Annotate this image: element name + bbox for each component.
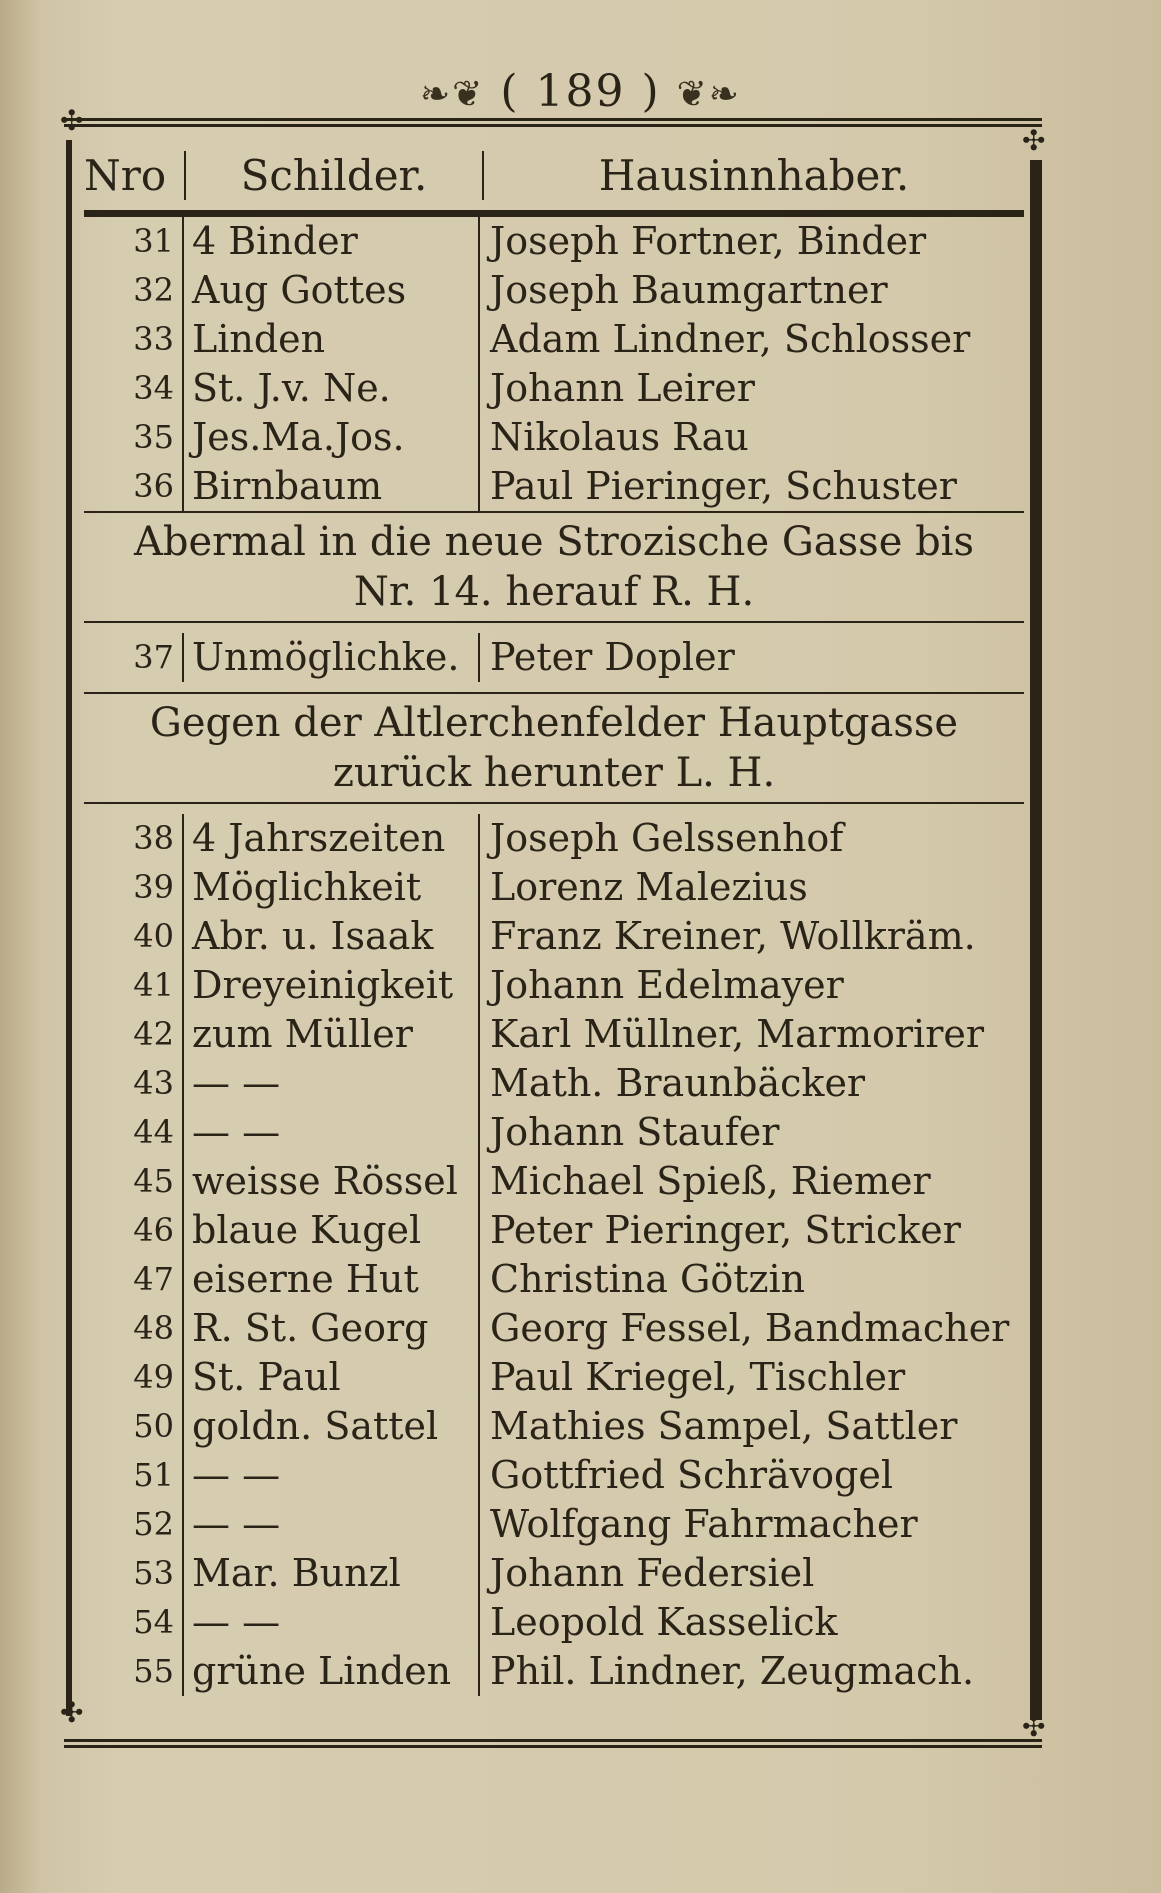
section-note-1 bbox=[84, 511, 1024, 623]
house-number: 50 bbox=[84, 1402, 184, 1451]
house-owner: Franz Kreiner, Wollkräm. bbox=[490, 914, 976, 958]
house-sign: — — bbox=[184, 1059, 480, 1108]
corner-ornament-icon: ✣ bbox=[60, 1696, 84, 1729]
house-owner: Paul Pieringer, Schuster bbox=[490, 464, 957, 508]
house-number: 45 bbox=[84, 1157, 184, 1206]
header-hausinnhaber: Hausinnhaber. bbox=[482, 151, 1024, 200]
table-row bbox=[84, 1304, 1024, 1353]
house-sign: — — bbox=[184, 1500, 480, 1549]
table-header bbox=[84, 140, 1024, 217]
house-owner: Joseph Baumgartner bbox=[490, 268, 888, 312]
house-sign: 4 Binder bbox=[184, 217, 480, 266]
house-sign: Linden bbox=[184, 315, 480, 364]
house-sign: — — bbox=[184, 1451, 480, 1500]
house-number: 33 bbox=[84, 315, 184, 364]
table-row bbox=[84, 1010, 1024, 1059]
house-sign: goldn. Sattel bbox=[184, 1402, 480, 1451]
table-block-1 bbox=[84, 217, 1024, 511]
table-row bbox=[84, 1402, 1024, 1451]
house-number: 52 bbox=[84, 1500, 184, 1549]
house-number: 41 bbox=[84, 961, 184, 1010]
section-note-line: zurück herunter L. H. bbox=[332, 750, 776, 796]
table-row bbox=[84, 633, 1024, 682]
house-owner: Gottfried Schrävogel bbox=[490, 1453, 893, 1497]
table-row bbox=[84, 462, 1024, 511]
house-number: 35 bbox=[84, 413, 184, 462]
house-number: 48 bbox=[84, 1304, 184, 1353]
house-number: 32 bbox=[84, 266, 184, 315]
table-row bbox=[84, 315, 1024, 364]
house-sign: Dreyeinigkeit bbox=[184, 961, 480, 1010]
house-number: 38 bbox=[84, 814, 184, 863]
house-owner: Johann Staufer bbox=[490, 1110, 780, 1154]
table-block-2 bbox=[84, 633, 1024, 682]
house-number: 46 bbox=[84, 1206, 184, 1255]
house-owner: Paul Kriegel, Tischler bbox=[490, 1355, 906, 1399]
house-sign: R. St. Georg bbox=[184, 1304, 480, 1353]
section-note-2 bbox=[84, 692, 1024, 804]
house-sign: Unmöglichke. bbox=[184, 633, 480, 682]
ornament-left-icon: ❧❦ bbox=[420, 74, 485, 115]
house-owner: Joseph Fortner, Binder bbox=[490, 219, 927, 263]
house-owner: Karl Müllner, Marmorirer bbox=[490, 1012, 985, 1056]
frame-right-rule bbox=[1030, 160, 1042, 1720]
table-row bbox=[84, 814, 1024, 863]
frame-left-rule bbox=[66, 140, 72, 1716]
house-owner: Michael Spieß, Riemer bbox=[490, 1159, 931, 1203]
table-row bbox=[84, 217, 1024, 266]
house-number: 47 bbox=[84, 1255, 184, 1304]
house-owner: Phil. Lindner, Zeugmach. bbox=[490, 1649, 975, 1693]
table-row bbox=[84, 1598, 1024, 1647]
house-owner: Math. Braunbäcker bbox=[490, 1061, 866, 1105]
house-number: 55 bbox=[84, 1647, 184, 1696]
house-owner: Wolfgang Fahrmacher bbox=[490, 1502, 918, 1546]
table-row bbox=[84, 1549, 1024, 1598]
house-number: 43 bbox=[84, 1059, 184, 1108]
house-owner: Johann Leirer bbox=[490, 366, 755, 410]
table-row bbox=[84, 1206, 1024, 1255]
table-row bbox=[84, 1353, 1024, 1402]
table-row bbox=[84, 413, 1024, 462]
house-number: 54 bbox=[84, 1598, 184, 1647]
house-sign: Jes.Ma.Jos. bbox=[184, 413, 480, 462]
register-table bbox=[84, 140, 1024, 1696]
house-owner: Peter Dopler bbox=[490, 635, 735, 679]
table-row bbox=[84, 912, 1024, 961]
house-sign: eiserne Hut bbox=[184, 1255, 480, 1304]
house-owner: Mathies Sampel, Sattler bbox=[490, 1404, 958, 1448]
table-row bbox=[84, 1451, 1024, 1500]
house-sign: Mar. Bunzl bbox=[184, 1549, 480, 1598]
house-sign: weisse Rössel bbox=[184, 1157, 480, 1206]
page-number-line bbox=[0, 66, 1161, 117]
house-sign: — — bbox=[184, 1598, 480, 1647]
house-number: 51 bbox=[84, 1451, 184, 1500]
house-owner: Leopold Kasselick bbox=[490, 1600, 838, 1644]
house-owner: Joseph Gelssenhof bbox=[490, 816, 844, 860]
house-number: 31 bbox=[84, 217, 184, 266]
house-owner: Johann Edelmayer bbox=[490, 963, 844, 1007]
house-owner: Nikolaus Rau bbox=[490, 415, 749, 459]
section-note-line: Abermal in die neue Strozische Gasse bis bbox=[134, 519, 974, 565]
house-sign: Abr. u. Isaak bbox=[184, 912, 480, 961]
corner-ornament-icon: ✣ bbox=[1022, 1710, 1046, 1743]
house-number: 49 bbox=[84, 1353, 184, 1402]
table-row bbox=[84, 1108, 1024, 1157]
corner-ornament-icon: ✣ bbox=[60, 104, 84, 137]
house-number: 39 bbox=[84, 863, 184, 912]
house-number: 40 bbox=[84, 912, 184, 961]
house-sign: Birnbaum bbox=[184, 462, 480, 511]
house-owner: Christina Götzin bbox=[490, 1257, 806, 1301]
table-row bbox=[84, 1157, 1024, 1206]
table-row bbox=[84, 266, 1024, 315]
page-number: ( 189 ) bbox=[500, 66, 661, 117]
table-row bbox=[84, 1647, 1024, 1696]
table-row bbox=[84, 364, 1024, 413]
house-sign: Möglichkeit bbox=[184, 863, 480, 912]
house-sign: blaue Kugel bbox=[184, 1206, 480, 1255]
corner-ornament-icon: ✣ bbox=[1022, 124, 1046, 157]
table-block-3 bbox=[84, 814, 1024, 1696]
header-nro: Nro bbox=[84, 150, 167, 200]
table-row bbox=[84, 863, 1024, 912]
house-owner: Johann Federsiel bbox=[490, 1551, 815, 1595]
table-row bbox=[84, 1500, 1024, 1549]
table-row bbox=[84, 1059, 1024, 1108]
house-owner: Peter Pieringer, Stricker bbox=[490, 1208, 961, 1252]
house-sign: — — bbox=[184, 1108, 480, 1157]
house-owner: Adam Lindner, Schlosser bbox=[490, 317, 971, 361]
house-sign: 4 Jahrszeiten bbox=[184, 814, 480, 863]
house-sign: grüne Linden bbox=[184, 1647, 480, 1696]
ornament-right-icon: ❦❧ bbox=[676, 74, 741, 115]
house-number: 34 bbox=[84, 364, 184, 413]
table-row bbox=[84, 1255, 1024, 1304]
house-number: 44 bbox=[84, 1108, 184, 1157]
house-sign: St. J.v. Ne. bbox=[184, 364, 480, 413]
house-owner: Lorenz Malezius bbox=[490, 865, 808, 909]
header-schilder: Schilder. bbox=[184, 151, 482, 200]
house-sign: zum Müller bbox=[184, 1010, 480, 1059]
section-note-line: Gegen der Altlerchenfelder Hauptgasse bbox=[149, 700, 959, 746]
house-number: 42 bbox=[84, 1010, 184, 1059]
house-number: 53 bbox=[84, 1549, 184, 1598]
house-sign: St. Paul bbox=[184, 1353, 480, 1402]
house-number: 37 bbox=[84, 633, 184, 682]
section-note-line: Nr. 14. herauf R. H. bbox=[353, 569, 755, 615]
house-owner: Georg Fessel, Bandmacher bbox=[490, 1306, 1010, 1350]
table-row bbox=[84, 961, 1024, 1010]
house-number: 36 bbox=[84, 462, 184, 511]
house-sign: Aug Gottes bbox=[184, 266, 480, 315]
